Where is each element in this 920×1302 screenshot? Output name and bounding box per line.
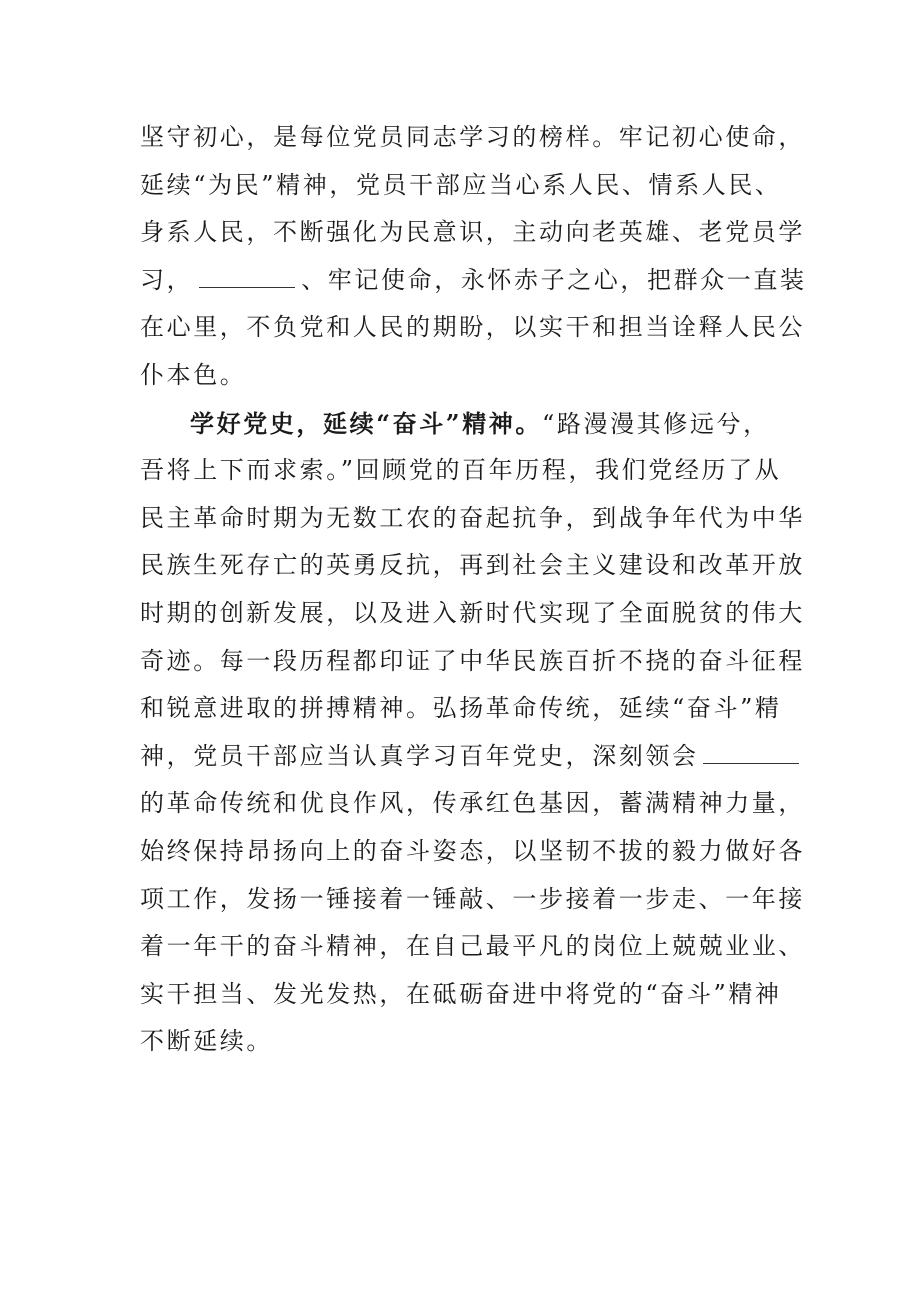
text-line: 的革命传统和优良作风，传承红色基因，蓄满精神力量， xyxy=(140,789,805,818)
text-line: 实干担当、发光发热，在砥砺奋进中将党的“奋斗”精神 xyxy=(140,979,782,1008)
text-line xyxy=(140,733,770,781)
text-line: 吾将上下而求索。”回顾党的百年历程，我们党经历了从 xyxy=(140,456,782,485)
text-line: 始终保持昂扬向上的奋斗姿态，以坚韧不拔的毅力做好各 xyxy=(140,836,805,865)
text-line: 民族生死存亡的英勇反抗，再到社会主义建设和改革开放 xyxy=(140,551,805,580)
paragraph-heading: 学好党史，延续“奋斗”精神。 xyxy=(190,408,543,438)
text-line: 在心里，不负党和人民的期盼，以实干和担当诠释人民公 xyxy=(140,313,805,342)
fill-in-blank xyxy=(199,265,295,288)
text-segment: 、牢记使命，永怀赤子之心，把群众一直装 xyxy=(301,265,807,294)
text-line: 时期的创新发展，以及进入新时代实现了全面脱贫的伟大 xyxy=(140,598,805,627)
text-line: 不断延续。 xyxy=(140,1027,273,1056)
text-line: 仆本色。 xyxy=(140,360,247,389)
text-line: 身系人民，不断强化为民意识，主动向老英雄、老党员学 xyxy=(140,218,805,247)
text-line: 和锐意进取的拼搏精神。弘扬革命传统，延续“奋斗”精 xyxy=(140,694,782,723)
text-line: 民主革命时期为无数工农的奋起抗争，到战争年代为中华 xyxy=(140,503,805,532)
text-line xyxy=(140,257,807,305)
fill-in-blank xyxy=(703,741,799,764)
text-segment: 习， xyxy=(140,265,194,294)
text-segment: 神，党员干部应当认真学习百年党史，深刻领会 xyxy=(140,741,699,770)
text-line: 延续“为民”精神，党员干部应当心系人民、情系人民、 xyxy=(140,170,782,199)
body-text xyxy=(140,114,807,1066)
text-line: 奇迹。每一段历程都印证了中华民族百折不挠的奋斗征程 xyxy=(140,646,805,675)
paragraph-heading-line xyxy=(140,400,770,448)
text-segment: “路漫漫其修远兮， xyxy=(542,409,770,438)
text-line: 项工作，发扬一锤接着一锤敲、一步接着一步走、一年接 xyxy=(140,884,805,913)
text-line: 着一年干的奋斗精神，在自己最平凡的岗位上兢兢业业、 xyxy=(140,932,805,961)
text-line: 坚守初心，是每位党员同志学习的榜样。牢记初心使命， xyxy=(140,123,805,151)
